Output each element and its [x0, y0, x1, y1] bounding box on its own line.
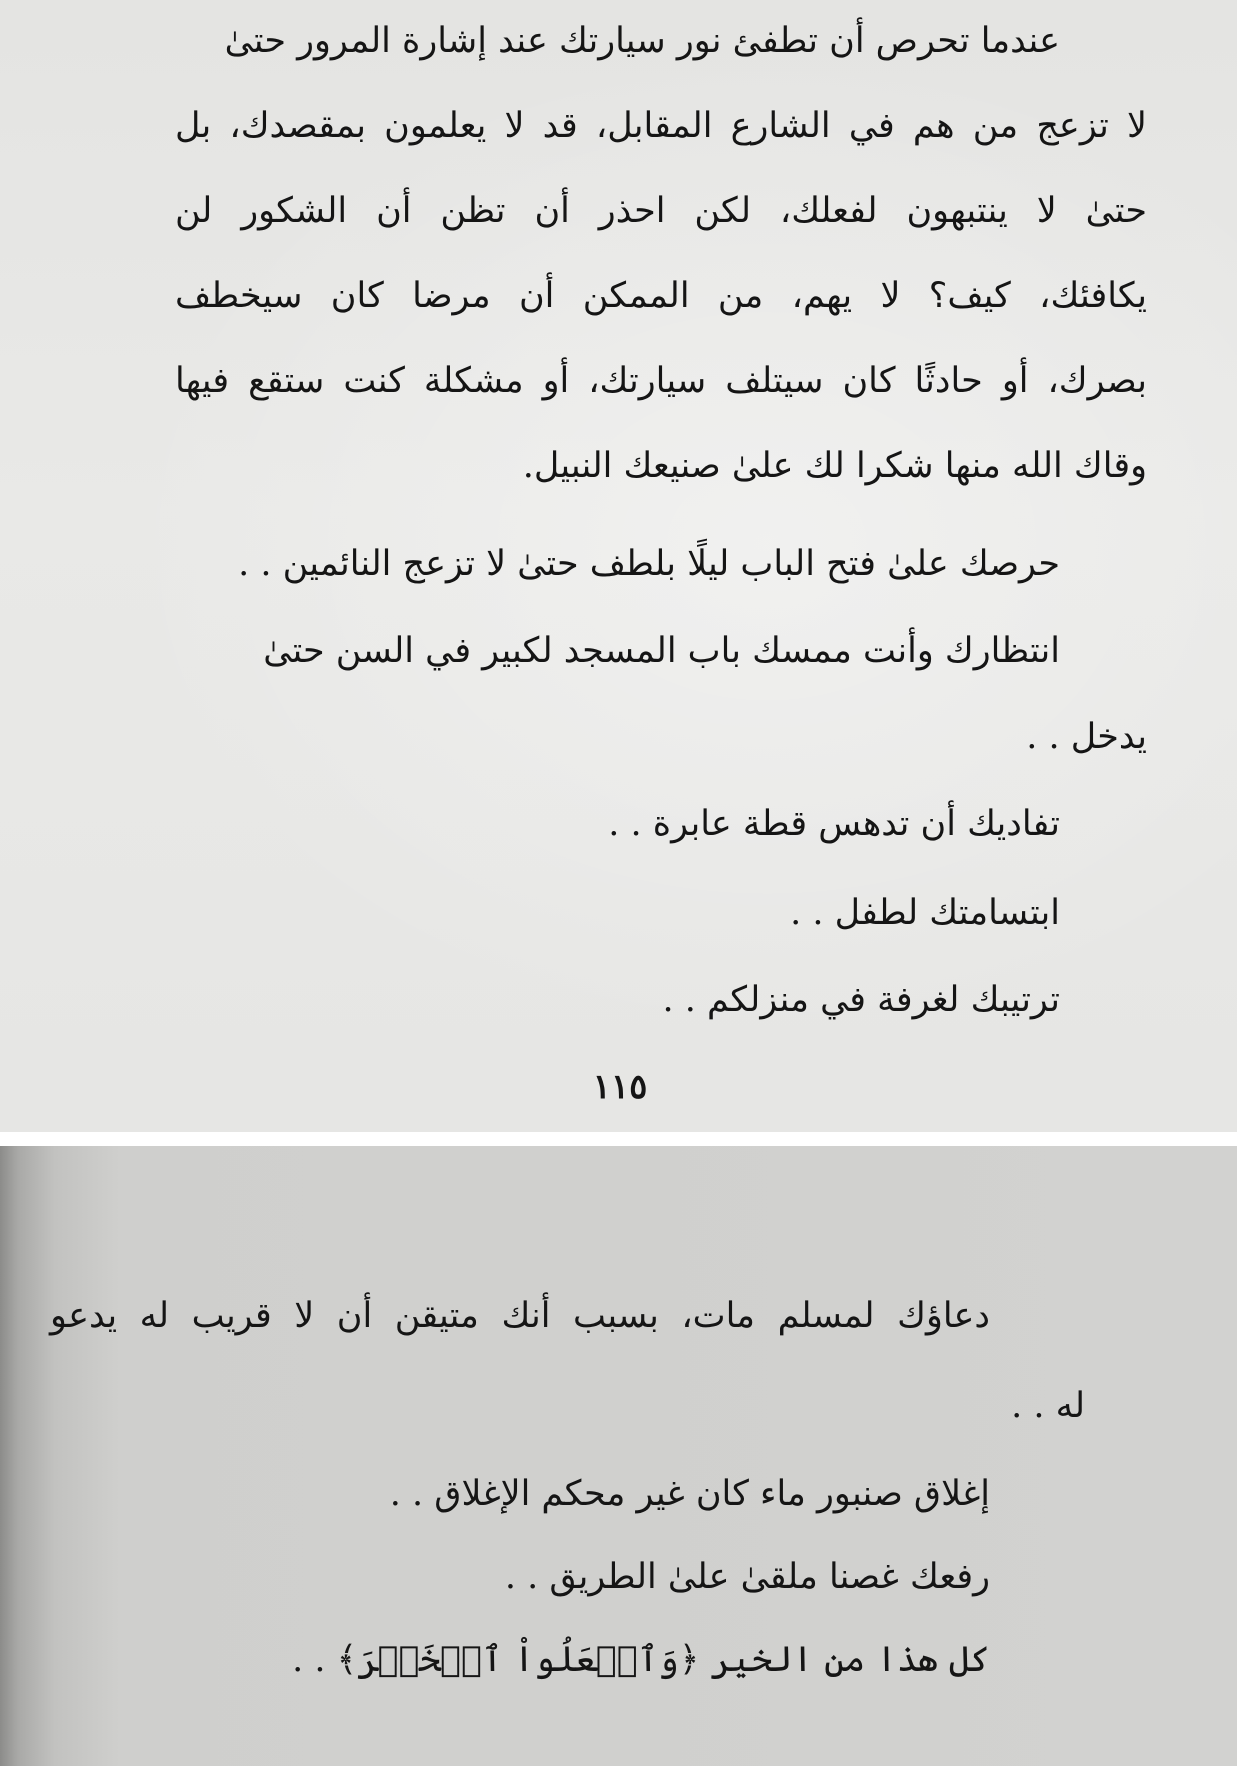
- text-line-8: انتظارك وأنت ممسك باب المسجد لكبير في السن حتىٰ: [263, 631, 1060, 671]
- text-line-3: حتىٰ لا ينتبهون لفعلك، لكن احذر أن تظن أن الشكور لن: [175, 191, 1147, 231]
- page-number: ١١٥: [592, 1067, 648, 1107]
- text-line-14: له . .: [1011, 1386, 1085, 1426]
- text-line-5: بصرك، أو حادثًا كان سيتلف سيارتك، أو مشكلة كنت ستقع فيها: [175, 361, 1147, 401]
- closing-sentence: [292, 1635, 990, 1685]
- text-line-4: يكافئك، كيف؟ لا يهم، من الممكن أن مرضا كان سيخطف: [175, 276, 1147, 316]
- text-line-17: [292, 1635, 990, 1685]
- text-line-2: لا تزعج من هم في الشارع المقابل، قد لا يعلمون بمقصدك، بل: [175, 106, 1147, 146]
- text-line-15: إغلاق صنبور ماء كان غير محكم الإغلاق . .: [389, 1474, 990, 1514]
- text-line-16: رفعك غصنا ملقىٰ علىٰ الطريق . .: [504, 1557, 990, 1597]
- text-line-6: وقاك الله منها شكرا لك علىٰ صنيعك النبيل.: [522, 446, 1147, 486]
- text-line-9: يدخل . .: [1026, 717, 1147, 757]
- bottom-book-page: [0, 1146, 1237, 1766]
- text-line-10: تفاديك أن تدهس قطة عابرة . .: [608, 804, 1060, 844]
- page-divider: [0, 1132, 1237, 1146]
- text-line-12: ترتيبك لغرفة في منزلكم . .: [662, 980, 1060, 1020]
- text-line-1: عندما تحرص أن تطفئ نور سيارتك عند إشارة المرور حتىٰ: [224, 21, 1060, 61]
- closing-suffix: . .: [292, 1640, 326, 1680]
- quran-quote: ﴿وَٱفۡعَلُواْ ٱلۡخَيۡرَ﴾: [336, 1640, 700, 1680]
- closing-prefix: كل هذا من الخير: [710, 1640, 990, 1680]
- text-line-11: ابتسامتك لطفل . .: [790, 893, 1060, 933]
- text-line-7: حرصك علىٰ فتح الباب ليلًا بلطف حتىٰ لا تزعج النائمين . .: [238, 544, 1060, 584]
- text-line-13: دعاؤك لمسلم مات، بسبب أنك متيقن أن لا قريب له يدعو: [50, 1296, 990, 1336]
